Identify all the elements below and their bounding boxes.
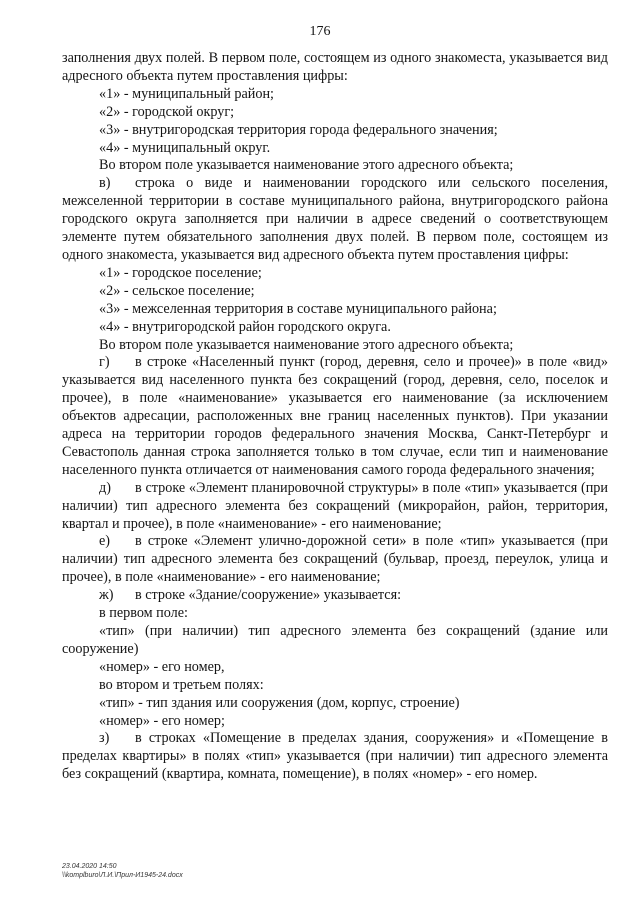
list-item-label: ж) [99,587,114,604]
list-item-text: в строке «Элемент планировочной структуры» в поле «тип» указывается (при наличии) тип адресного элемента без сокращений (микрорайон, район, территория, квартал и прочее), в поле «наименование» - его наименование; [62,479,608,532]
list-item-label: е) [99,533,111,550]
list-item-paragraph [62,175,608,265]
list-item-label: д) [99,479,111,496]
list-item-text: в строках «Помещение в пределах здания, сооружения» и «Помещение в пределах квартиры» в полях «тип» указывается (при наличии) тип адресного элемента без сокращений (квартира, комната, помещение), в полях «номер» - его номер. [62,730,608,783]
enumeration-line: «3» - межселенная территория в составе муниципального района; [99,300,497,317]
list-item-label: в) [99,175,111,192]
list-item-paragraph [62,587,608,605]
enumeration-line: «3» - внутригородская территория города федерального значения; [99,121,498,138]
enumeration-line: «2» - городской округ; [99,103,235,120]
document-footer [62,862,183,880]
enumeration-line: в первом поле: [99,605,188,622]
enumeration-line: «4» - внутригородской район городского округа. [99,318,391,335]
enumeration-line: «номер» - его номер; [99,712,225,729]
list-item-paragraph [62,354,608,479]
body-paragraph: заполнения двух полей. В первом поле, состоящем из одного знакоместа, указывается вид адресного объекта путем проставления цифры: [62,50,608,84]
list-item-paragraph [62,533,608,587]
list-item-text: строка о виде и наименовании городского или сельского поселения, межселенной территории в составе муниципального района, внутригородского района городского округа заполняется при наличии в адресе сведений о соответствующем элементе путем обязательного заполнения двух полей. В первом поле, состоящем из одного знакоместа, указывается вид адресного объекта путем проставления цифры: [62,175,608,263]
footer-file-path: \\komplburo\Л.И.\Прил-И1945-24.docx [62,872,183,879]
list-item-text: в строке «Элемент улично-дорожной сети» в поле «тип» указывается (при наличии) тип адресного элемента без сокращений (бульвар, проезд, переулок, улица и прочее), в поле «наименование» - его наименование; [62,533,608,586]
enumeration-line: «2» - сельское поселение; [99,282,255,299]
enumeration-line: «номер» - его номер, [99,658,225,675]
body-paragraph: Во втором поле указывается наименование этого адресного объекта; [99,157,514,174]
body-paragraph: «тип» (при наличии) тип адресного элемента без сокращений (здание или сооружение) [62,623,608,657]
footer-timestamp: 23.04.2020 14:50 [62,863,117,870]
enumeration-line: «1» - муниципальный район; [99,85,274,102]
page-number: 176 [309,24,331,39]
document-body [62,50,608,784]
list-item-label: г) [99,354,110,371]
list-item-text: в строке «Населенный пункт (город, деревня, село и прочее)» в поле «вид» указывается вид населенного пункта без сокращений (город, деревня, село, поселок и прочее), в поле «наименование» указывается его наименование (за исключением объектов адресации, расположенных вне границ населенных пунктов). При указании адреса на территории городов федерального значения Москва, Санкт-Петербург и Севастополь данная строка заполняется только в том случае, если тип и наименование населенного пункта отличается от наименования самого города федерального значения; [62,354,608,478]
enumeration-line: «4» - муниципальный округ. [99,139,271,156]
list-item-text: в строке «Здание/сооружение» указывается: [135,587,402,604]
enumeration-line: «1» - городское поселение; [99,264,262,281]
list-item-paragraph [62,480,608,534]
enumeration-line: «тип» - тип здания или сооружения (дом, корпус, строение) [99,694,460,711]
body-paragraph: Во втором поле указывается наименование этого адресного объекта; [99,336,514,353]
list-item-label: з) [99,730,110,747]
list-item-paragraph [62,730,608,784]
enumeration-line: во втором и третьем полях: [99,676,264,693]
